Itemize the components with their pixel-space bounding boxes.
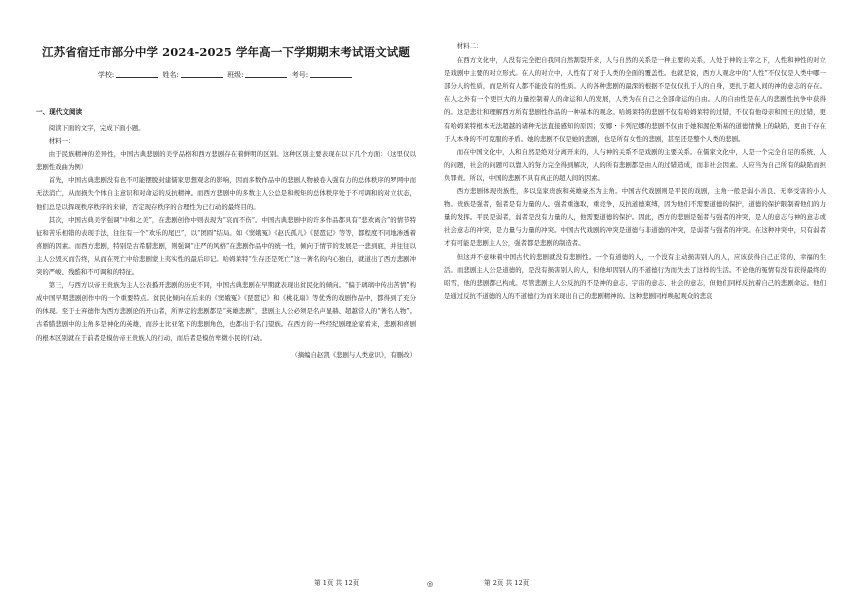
school-blank[interactable]	[116, 77, 158, 78]
material2-label: 材料二：	[456, 42, 483, 50]
page-number-right: 第 2页 共 12页	[484, 579, 530, 587]
exam-number-blank[interactable]	[310, 77, 352, 78]
material1-paragraph: 第三，与西方以帝王贵族为主人公表撝开悲剧的历史不同，中国古典悲剧在早期就表现出贫民化的倾向。“偏于璃璃中传出苦情”构成中国早期悲剧创作中的一个重要特点。贫民化倾向在后来的《窦娥冤》《琵琶记》和《桃花扇》等优秀的戏剧作品中，都得到了充分的体现。至于士弃德作为西方悲剧论的开山者，所界定的悲剧都是“英雄悲剧”，悲剧主人公必须是名声显赫、超越常人的“著名人物”。古希腊悲剧中的主角多是神化的英雄，而莎士比亚笔下的悲剧角色，也都出于名门望族。在西方的一些经纪剧理论家看来，悲剧和喜剧的根本区别就在于前者是模仿帝王贵族人的行动，而后者是模仿卑微小民的行动。	[36, 281, 416, 342]
class-label: 班级:	[227, 71, 244, 79]
material1-paragraph: 其次，中国古典美学强调“中和之美”，在悲剧创作中则表现为“哀而不伤”。中国古典悲剧中的许多作品都具有“悲欢离合”的情节特征和苦乐相错的表现手法，往往有一个“欢乐的尾巴”，以“团圆”结局。如《窦娥冤》《赵氏孤儿》《琵琶记》等等，都程度不同地渗透着喜剧的因素。而西方悲剧，特别是古希腊悲剧，则强调“庄严的风格”在悲剧作品中的统一性，倾向于情节的发展是一悲到底，并往往以主人公毁灭而告终，从而在死亡中给悲剧蒙上夷实性的最后印记。哈姆莱特“生存还是死亡”这一著名的内心独白，就道出了西方悲剧冲突的严峻、残酷和不可调和的特征。	[36, 215, 416, 277]
material1-label: 材料一：	[48, 137, 75, 146]
exam-number-label: 考号:	[291, 71, 309, 79]
material2-paragraph: 在西方文化中，人没有完全把自我同自然割裂开来，人与自然的关系是一种主要的关系，人处于神的主宰之下，人性和神性的对立是戏剧中主要的对立形式。在人的对立中，人性有了对于人类的全面的覆盖性。也就是说，西方人观念中的“人性”不仅仅是人类中哪一部分人的性质，而是所有人都不能没有的性质。人的各种悲剧的最深的根据不是仅仅扎于人的自身，更扎于超人间的神的意志的存在。在人之外有一个更巨大的力量控制着人的命运和人的发展，人类为在自己之全部命运的自由。人的自由性是在人的悲剧性抗争中获得的。这是悲壮和理解西方所有悲剧性作品的一种基本的观念。哈姆莱特的悲剧不仅有哈姆莱特的过错，不仅有他母亲和国王的过错，更有哈姆莱特根本无法超越的诸种无法直接感知的原因；安娜・卡列尼娜的悲剧不仅由于她和渥伦斯基的道德情操上的缺陷，更由于存在于人本身的不可克服的矛盾。她的悲剧不仅是她的悲剧，也是所有女性的悲剧，甚至还是整个人类的悲剧。	[444, 56, 826, 143]
name-blank[interactable]	[181, 77, 223, 78]
binding-mark-icon: ◎	[427, 580, 434, 588]
name-label: 姓名:	[162, 71, 179, 79]
section-heading: 一、现代文阅读	[36, 108, 83, 116]
school-label: 学校:	[97, 71, 115, 79]
material1-paragraph: 首先，中国古典悲剧没有也不可能摆脱封建儒家思想观念的影响，因而多数作品中的悲剧人物被卷入强有力的总体秩序的罗网中而无法消亡，从而损失个体自主意识和对命运的反抗精神。而西方悲剧中的多数主人公总是和规矩的总体秩序处于不可调和的对立状态，他们总是以挥现秩序秩序的来律，否定现存秩序的合理性为已行动的最终目的。	[36, 176, 416, 211]
page-number-left: 第 1页 共 12页	[314, 579, 360, 587]
class-blank[interactable]	[245, 77, 287, 78]
instruction-text: 阅读下面的文字，完成下面小题。	[48, 124, 145, 132]
student-info-fields	[36, 70, 416, 80]
material1-source: （摘编自赵凯《悲剧与人类意识》，有删改）	[291, 350, 416, 359]
material1-paragraph: 由于民族精神的差异性，中国古典悲剧的美学品格和西方悲剧存在着鲜明的区别。这种区别主要表现在以下几个方面：（这里仅以悲剧性戏曲为例）	[36, 150, 416, 172]
material2-paragraph: 而在中国文化中，人和自然是绝对分离开来的，人与神的关系不是戏剧的主要关系。在儒家文化中，人是一个完全自足的系统，人的问题，社会的问题可以靠人的努力完全得到解决，人的所有悲剧都是由人的过错造成，而非社会因素。人应当为自己所有的缺陷而担负罪责。所以，中国的悲剧不具有真正的超人间的因素。	[444, 147, 826, 182]
material2-paragraph: 但这并不意味着中国古代的悲剧就没有悲剧性。一个有道德的人，一个没有主动损害别人的人，应该获得自己正常的、幸福的生活。而悲剧主人公是道德的，是没有损害别人的人，但他却因别人的不道德行为而失去了这样的生活。不论他的冤情有没有获得最终的昭雪，他的悲剧都已构成。尽管悲剧主人公反抗的不是神的意志、宇宙的意志、社会的意志，但他们同样反抗着自己的悲剧命运。他们是通过反抗不道德的人的不道德行为而来现出自己的悲剧精神的。这种悲剧同样唤起观众的悲哀	[444, 252, 826, 300]
page-right	[430, 0, 860, 607]
exam-title: 江苏省宿迁市部分中学 2024-2025 学年高一下学期期末考试语文试题	[42, 45, 410, 59]
material2-paragraph: 西方悲剧体现贵族性，多以皇家贵族和英雄豪杰为主角。中国古代戏剧则是平民的戏剧，主角一般是弱小善良、无辜受害的小人物。贵族是强者，强者是有力量的人。强者重逸取，重竞争，反抗道德束缚，因为他们不需要道德的保护，道德的保护限制着他们的力量的发挥。平民是弱者，弱者是没有力量的人，他需要道德的保护。因此，西方的悲剧是强者与强者的冲突，是人的意志与神的意志或社会意志的冲突，是力量与力量的冲突。中国古代戏剧的冲突是道德与非道德的冲突，是弱者与强者的冲突。在这种冲突中，只有弱者才有可能是悲剧主人公，强者都是悲剧的制造者。	[444, 187, 826, 248]
